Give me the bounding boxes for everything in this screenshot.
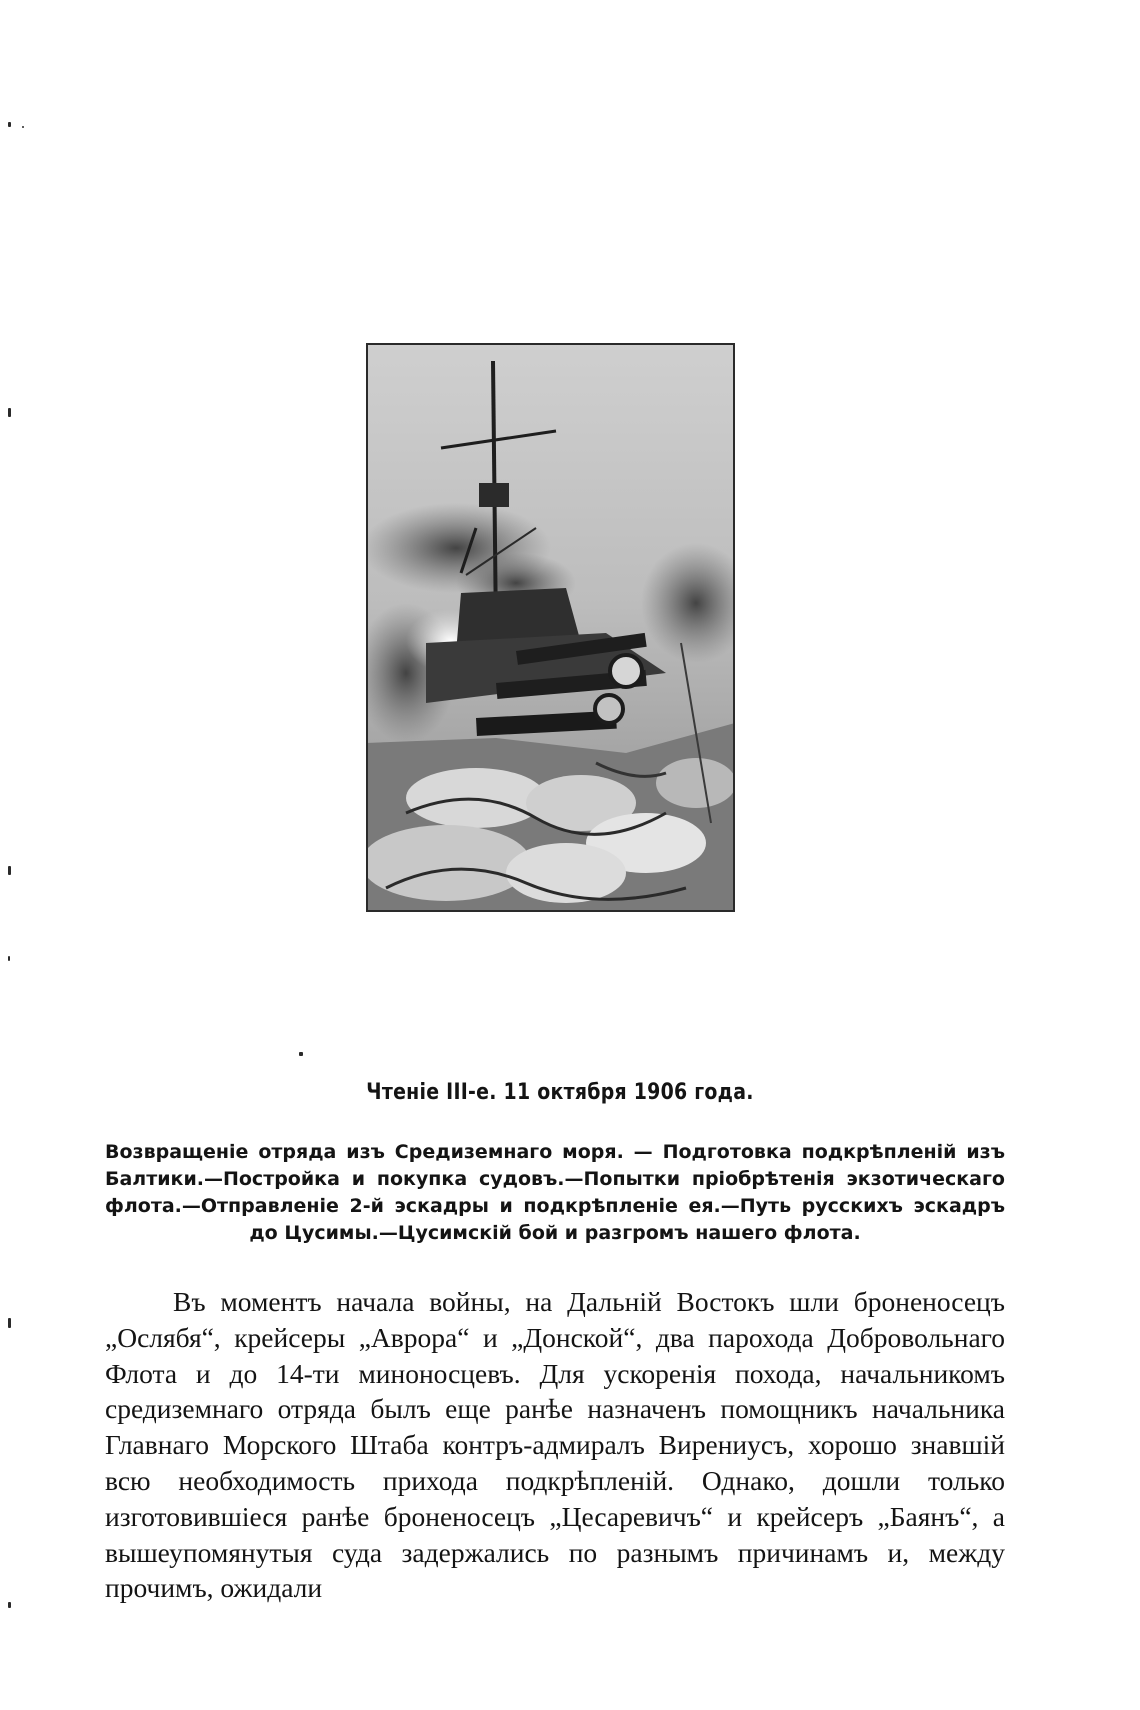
scan-speck xyxy=(8,122,11,127)
scan-speck xyxy=(8,1602,11,1608)
scan-speck xyxy=(8,866,11,875)
scan-speck xyxy=(8,1318,11,1328)
chapter-summary: Возвращеніе отряда изъ Средиземнаго моря. — Подготовка подкрѣпленій изъ Балтики.—Постройка и покупка судовъ.—Попытки пріобрѣтенія экзотическаго флота.—Отправленіе 2-й эскадры и подкрѣпленіе ея.—Путь русскихъ эскадръ до Цусимы.—Цусимскій бой и разгромъ нашего флота. xyxy=(105,1141,1005,1244)
scan-speck xyxy=(22,126,24,128)
battleship-in-battle-icon xyxy=(366,343,735,912)
scan-speck xyxy=(8,956,10,961)
scan-speck xyxy=(8,408,11,417)
body-paragraph: Въ моментъ начала войны, на Дальній Востокъ шли броненосецъ „Ослябя“, крейсеры „Аврора“ и „Донской“, два парохода Добровольнаго Флота и до 14-ти миноносцевъ. Для ускоренія похода, начальникомъ средиземнаго отряда былъ еще ранѣе назначенъ помощникъ начальника Главнаго Морского Штаба контръ-адмиралъ Вирениусъ, хорошо знавшій всю необходимость прихода подкрѣпленій. Однако, дошли только изготовившіеся ранѣе броненосецъ „Цесаревичъ“ и крейсеръ „Баянъ“, а вышеупомянутыя суда задержались по разнымъ причинамъ и, между прочимъ, ожидали xyxy=(105,1286,1005,1604)
battleship-illustration xyxy=(366,343,735,912)
reading-heading: Чтеніе III-е. 11 октября 1906 года. xyxy=(366,1080,754,1105)
scan-speck xyxy=(299,1052,303,1056)
